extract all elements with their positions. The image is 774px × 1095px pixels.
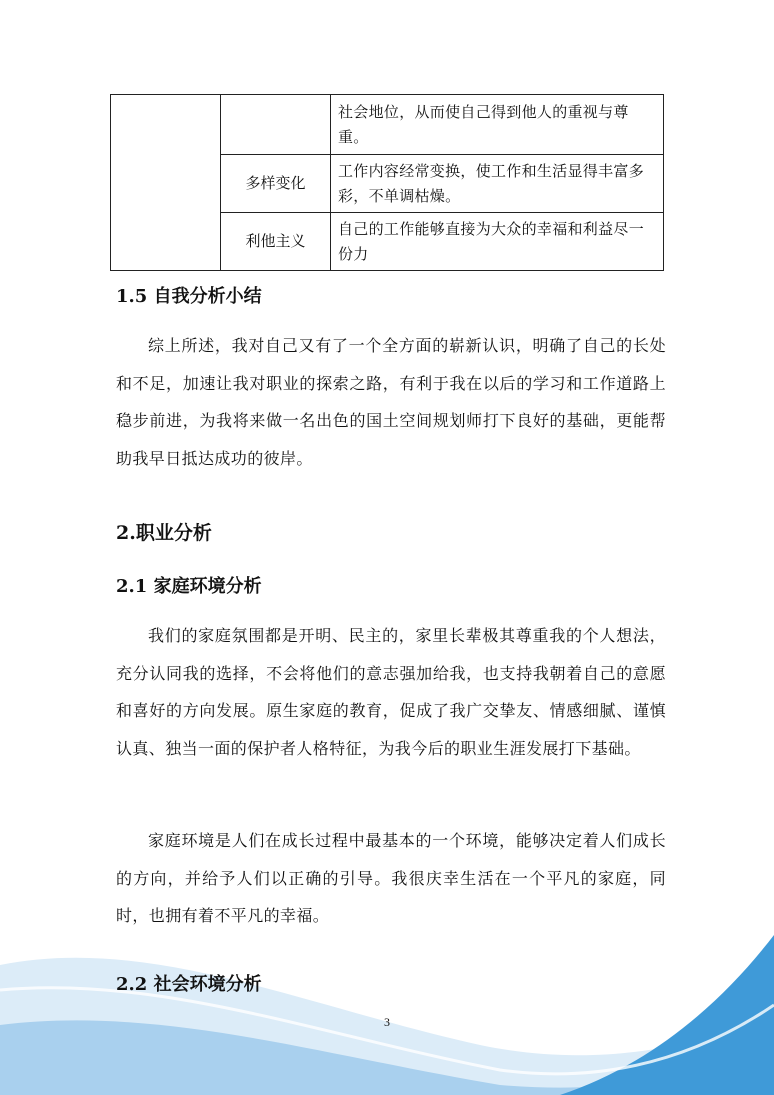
- table-row: [111, 95, 664, 155]
- section-heading-2-1: 2.1 家庭环境分析: [116, 576, 262, 597]
- table-cell-description: 工作内容经常变换，使工作和生活显得丰富多彩，不单调枯燥。: [331, 155, 664, 213]
- section-heading-1-5: 1.5 自我分析小结: [116, 286, 262, 307]
- work-values-table: [110, 94, 664, 271]
- paragraph-family-environment-2: 家庭环境是人们在成长过程中最基本的一个环境，能够决定着人们成长的方向，并给予人们以正确的引导。我很庆幸生活在一个平凡的家庭，同时，也拥有着不平凡的幸福。: [116, 831, 666, 925]
- table-cell-value-name: 利他主义: [221, 213, 331, 271]
- section-heading-2-2: 2.2 社会环境分析: [116, 974, 262, 995]
- paragraph-self-analysis-summary: 综上所述，我对自己又有了一个全方面的崭新认识，明确了自己的长处和不足，加速让我对职业的探索之路，有利于我在以后的学习和工作道路上稳步前进，为我将来做一名出色的国土空间规划师打下良好的基础，更能帮助我早日抵达成功的彼岸。: [116, 336, 666, 468]
- table-cell-value-name: 多样变化: [221, 155, 331, 213]
- paragraph-family-environment-1: 我们的家庭氛围都是开明、民主的，家里长辈极其尊重我的个人想法， 充分认同我的选择，不会将他们的意志强加给我，也支持我朝着自己的意愿和喜好的方向发展。原生家庭的教育，促成了我广交挚友、情感细腻、谨慎认真、独当一面的保护者人格特征，为我今后的职业生涯发展打下基础。: [116, 626, 666, 758]
- table-cell-category: [111, 95, 221, 271]
- page-number: 3: [384, 1015, 390, 1029]
- section-heading-2: 2.职业分析: [116, 522, 212, 544]
- table-cell-description: 自己的工作能够直接为大众的幸福和利益尽一份力: [331, 213, 664, 271]
- table-cell-description: 社会地位，从而使自己得到他人的重视与尊重。: [331, 95, 664, 155]
- table-cell-value-name: [221, 95, 331, 155]
